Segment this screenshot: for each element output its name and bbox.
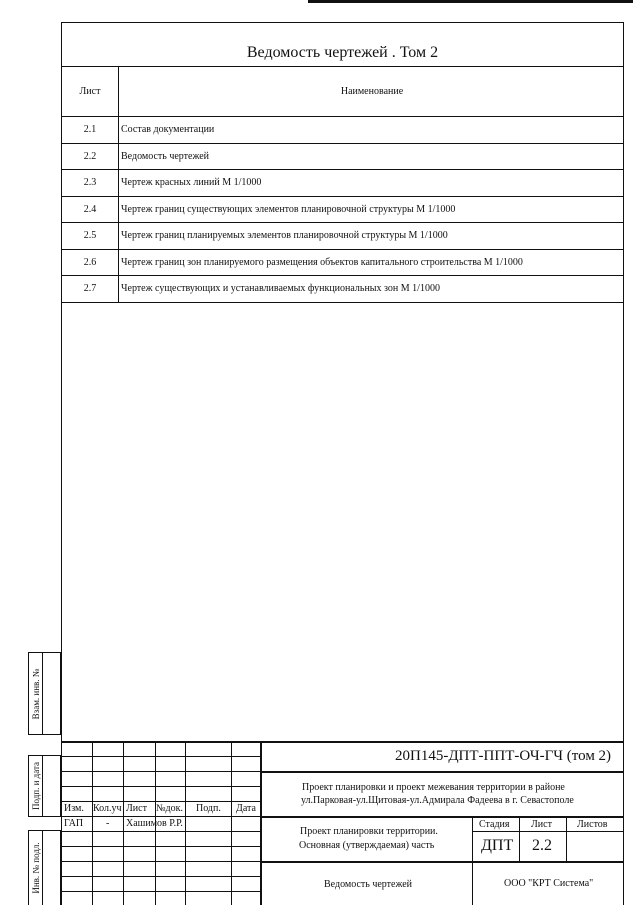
page-title: Ведомость чертежей . Том 2: [246, 44, 439, 61]
company-name: ООО "КРТ Система": [504, 878, 594, 889]
table-row: [62, 223, 624, 250]
document-code: 20П145-ДПТ-ППТ-ОЧ-ГЧ (том 2): [395, 748, 612, 764]
row-sheet: 2.1: [62, 117, 119, 144]
row-name: Чертеж границ планируемых элементов планировочной структуры М 1/1000: [119, 223, 624, 250]
sheet-value: 2.2: [532, 837, 552, 854]
part-line-1: Проект планировки территории.: [300, 826, 438, 837]
row-sheet: 2.3: [62, 170, 119, 197]
stage-value: ДПТ: [481, 837, 514, 854]
row-sheet: 2.6: [62, 249, 119, 276]
table-row: [62, 170, 624, 197]
side-stamp-podp: [28, 755, 61, 817]
row-name: Ведомость чертежей: [119, 143, 624, 170]
row-sheet: 2.4: [62, 196, 119, 223]
row-name: Состав документации: [119, 117, 624, 144]
table-row: [62, 143, 624, 170]
row-name: Чертеж границ существующих элементов планировочной структуры М 1/1000: [119, 196, 624, 223]
sheets-label: Листов: [577, 819, 608, 830]
row-name: Чертеж существующих и устанавливаемых функциональных зон М 1/1000: [119, 276, 624, 303]
table-row: [62, 276, 624, 303]
title-block: [61, 741, 624, 905]
sheet-label: Лист: [531, 819, 552, 830]
header-name: Наименование: [119, 67, 624, 117]
gap-name: Хашимов Р.Р.: [126, 818, 183, 829]
stage-label: Стадия: [479, 819, 510, 830]
gap-dash: -: [106, 818, 110, 829]
row-sheet: 2.5: [62, 223, 119, 250]
header-list: Лист: [126, 803, 147, 814]
side-stamp-podp-label: Подп. и дата: [30, 761, 41, 811]
drawings-table: [61, 66, 624, 303]
table-row: [62, 249, 624, 276]
header-sheet: Лист: [62, 67, 119, 117]
table-header-row: [62, 67, 624, 117]
table-row: [62, 196, 624, 223]
side-stamp-inv-label: Инв. № подл.: [30, 842, 41, 894]
row-name: Чертеж красных линий М 1/1000: [119, 170, 624, 197]
row-sheet: 2.2: [62, 143, 119, 170]
header-izm: Изм.: [64, 803, 84, 814]
side-stamp-vzam-label: Взам. инв. №: [30, 668, 41, 719]
side-stamp-inv: [28, 830, 61, 905]
header-kol: Кол.уч: [93, 803, 122, 814]
header-podp: Подп.: [196, 803, 221, 814]
top-edge-bar: [308, 0, 633, 3]
header-doc: №док.: [156, 803, 183, 814]
row-name: Чертеж границ зон планируемого размещения объектов капитального строительства М 1/1000: [119, 249, 624, 276]
gap-role: ГАП: [64, 818, 84, 829]
row-sheet: 2.7: [62, 276, 119, 303]
header-date: Дата: [236, 803, 256, 814]
project-line-1: Проект планировки и проект межевания территории в районе: [302, 782, 565, 793]
table-row: [62, 117, 624, 144]
project-line-2: ул.Парковая-ул.Щитовая-ул.Адмирала Фадеева в г. Севастополе: [301, 795, 574, 806]
document-name: Ведомость чертежей: [324, 879, 413, 890]
side-stamp-vzam: [28, 652, 61, 735]
part-line-2: Основная (утверждаемая) часть: [299, 840, 435, 851]
